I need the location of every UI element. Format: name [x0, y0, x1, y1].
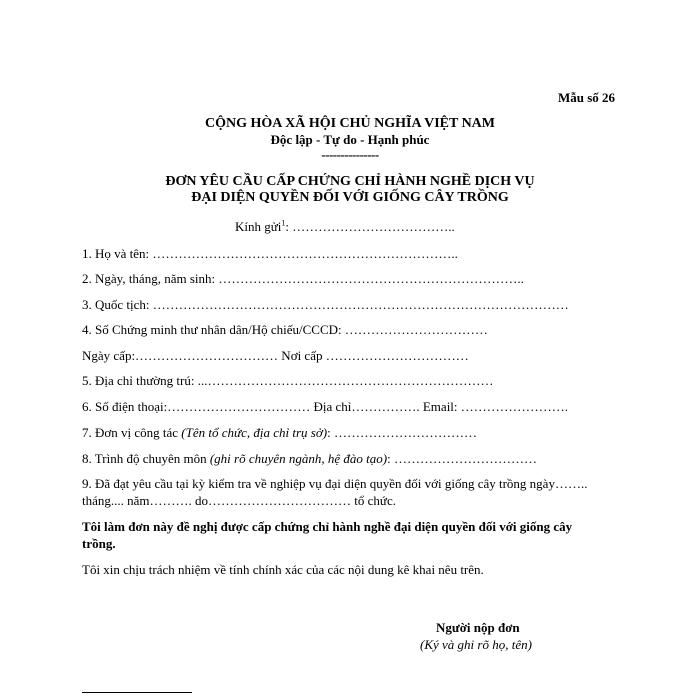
separator-line: ---------------	[321, 147, 379, 162]
recipient-dots: : ………………………………..	[285, 219, 455, 234]
commitment-statement: Tôi xin chịu trách nhiệm về tính chính xác của các nội dung kê khai nêu trên.	[82, 562, 484, 577]
field-nationality: 3. Quốc tịch: ……………………………………………………………………………………	[82, 297, 569, 312]
workplace-dots: : ……………………………	[327, 425, 477, 440]
signature-title: Người nộp đơn	[436, 620, 520, 635]
workplace-label: 7. Đơn vị công tác	[82, 425, 182, 440]
signature-hint: (Ký và ghi rõ họ, tên)	[420, 637, 532, 652]
field-exam-line2: tháng.... năm………. do…………………………… tổ chức.	[82, 493, 396, 508]
form-title-line2: ĐẠI DIỆN QUYỀN ĐỐI VỚI GIỐNG CÂY TRỒNG	[191, 190, 509, 205]
field-issue: Ngày cấp:…………………………… Nơi cấp ……………………………	[82, 348, 469, 363]
form-title-line1: ĐƠN YÊU CẦU CẤP CHỨNG CHỈ HÀNH NGHỀ DỊCH VỤ	[165, 174, 535, 189]
recipient-label: Kính gửi	[235, 219, 282, 234]
field-dob: 2. Ngày, tháng, năm sinh: ……………………………………………………………..	[82, 271, 524, 286]
field-exam-line1: 9. Đã đạt yêu cầu tại kỳ kiểm tra về nghiệp vụ đại diện quyền đối với giống cây trồng ngày……..	[82, 476, 588, 491]
field-id-number: 4. Số Chứng minh thư nhân dân/Hộ chiếu/CCCD: ……………………………	[82, 322, 488, 337]
recipient-line	[235, 219, 455, 235]
education-label: 8. Trình độ chuyên môn	[82, 451, 210, 466]
nation-heading: CỘNG HÒA XÃ HỘI CHỦ NGHĨA VIỆT NAM	[204, 116, 495, 131]
field-education	[82, 451, 537, 467]
field-name: 1. Họ và tên: ……………………………………………………………..	[82, 246, 458, 261]
field-workplace	[82, 425, 477, 441]
form-number: Mẫu số 26	[558, 90, 616, 105]
motto: Độc lập - Tự do - Hạnh phúc	[270, 132, 430, 147]
workplace-hint: (Tên tổ chức, địa chỉ trụ sở)	[181, 425, 328, 440]
education-hint: (ghi rõ chuyên ngành, hệ đào tạo)	[209, 451, 388, 466]
request-line2: trồng.	[82, 536, 116, 551]
request-line1: Tôi làm đơn này đề nghị được cấp chứng chỉ hành nghề đại diện quyền đối với giống cây	[82, 519, 573, 534]
education-dots: : ……………………………	[387, 451, 537, 466]
field-address: 5. Địa chỉ thường trú: ...…………………………………………………………	[82, 373, 494, 388]
field-phone: 6. Số điện thoại:…………………………… Địa chỉ……………. Email: …………………….	[82, 399, 569, 414]
footnote-divider	[82, 692, 192, 693]
footnote-mark: 1	[281, 218, 286, 228]
